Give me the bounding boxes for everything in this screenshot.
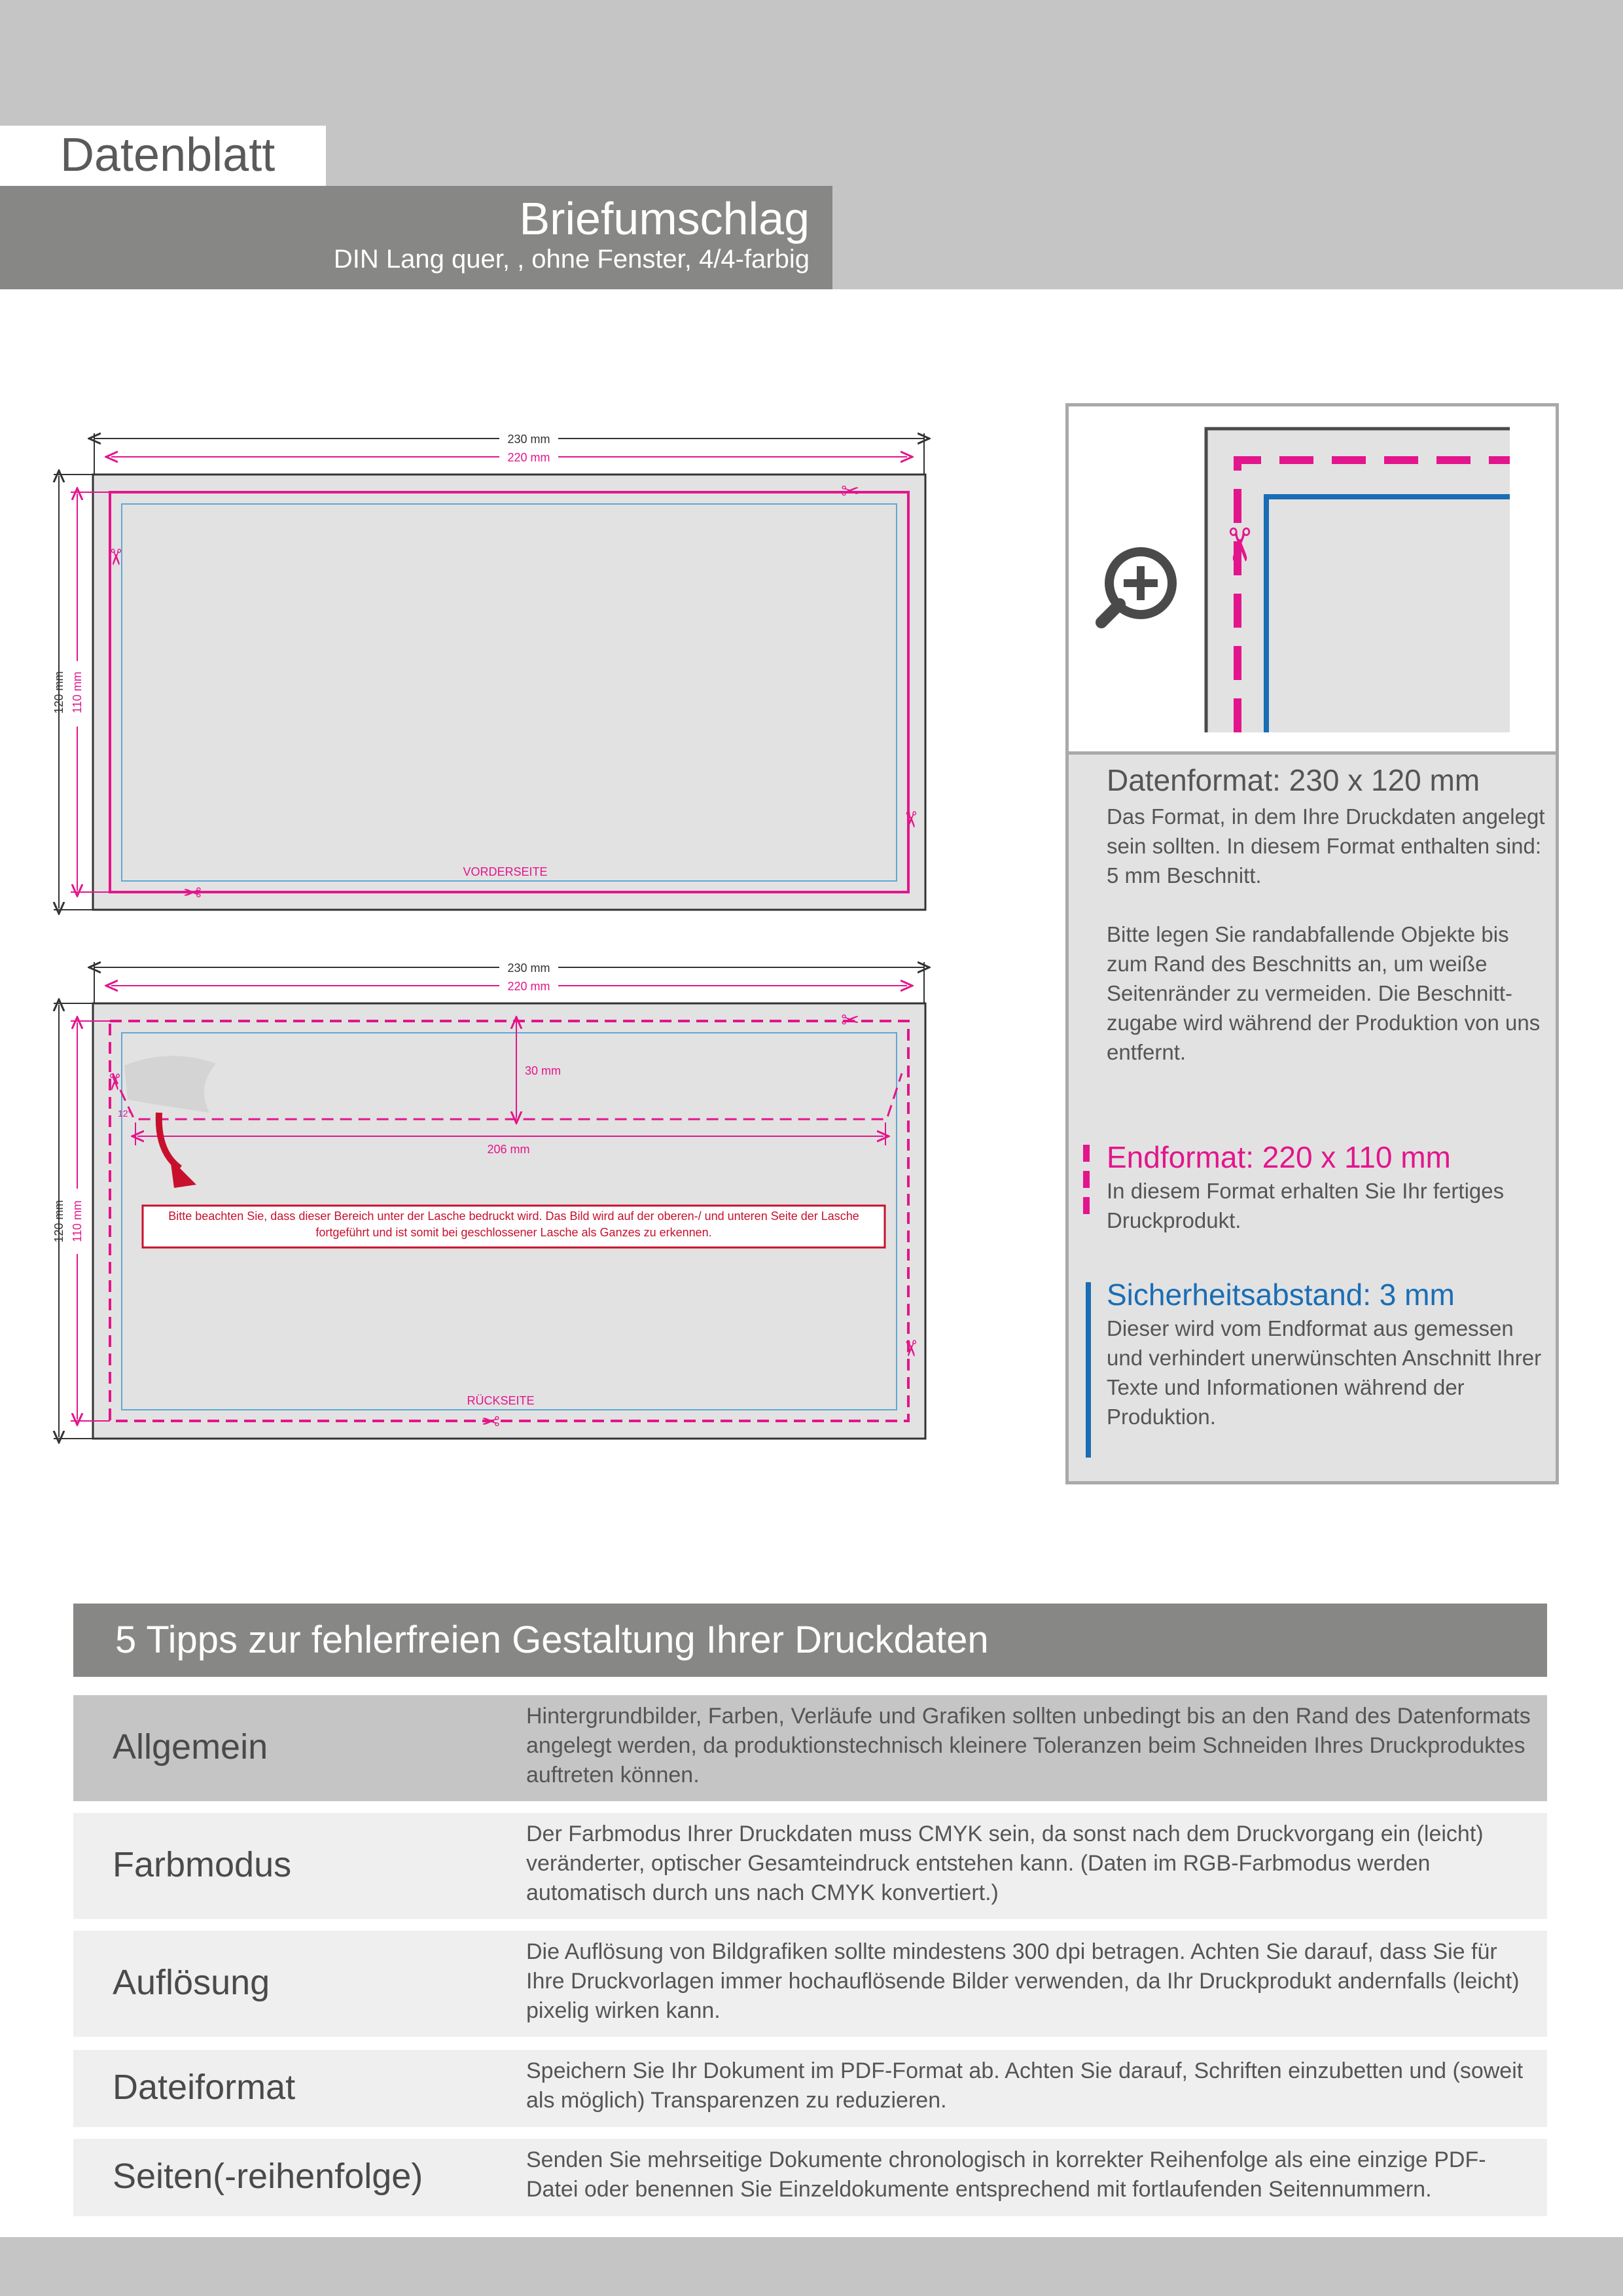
tip-label: Allgemein [113, 1727, 268, 1767]
tip-label: Auflösung [113, 1963, 270, 2002]
scissors-icon: ✂ [183, 879, 202, 904]
safety-marker [1086, 1282, 1091, 1458]
back-view [52, 960, 925, 1439]
tip-text: Senden Sie mehrseitige Dokumente chronologisch in korrekter Reihenfolge als eine einzige PDF-Datei oder benennen Sie Einzeldokumente entsprechend mit fortlaufenden Seitennummern. [526, 2147, 1486, 2202]
data-format-text: Das Format, in dem Ihre Druckdaten angelegt sein sollten. In diesem Format enthalten sind: 5 mm Beschnitt. [1107, 804, 1545, 888]
front-view [52, 431, 925, 910]
data-format-title: Datenformat: 230 x 120 mm [1107, 763, 1480, 797]
tip-label: Farbmodus [113, 1845, 292, 1884]
end-format-marker [1083, 1145, 1090, 1218]
front-width-inner-label: 220 mm [507, 451, 550, 464]
flap-angle-label: 12° [118, 1108, 132, 1119]
front-width-outer-label: 230 mm [507, 433, 550, 446]
flap-depth-label: 30 mm [525, 1064, 562, 1077]
end-format-text: In diesem Format erhalten Sie Ihr fertiges Druckprodukt. [1107, 1179, 1505, 1232]
scissors-icon: ✂ [841, 479, 860, 504]
zoom-magnifier-icon [1101, 552, 1172, 622]
tips-header [73, 1604, 1547, 1677]
front-height-inner-label: 110 mm [71, 672, 84, 713]
datasheet-tab [0, 126, 326, 186]
flap-notice-text: Bitte beachten Sie, dass dieser Bereich unter der Lasche bedruckt wird. Das Bild wird auf der oberen-/ und unteren Seite der Lasche fortgeführt und ist somit bei geschlossener Lasche als Ganzes zu erkennen. [168, 1210, 859, 1239]
bleed-text: Bitte legen Sie randabfallende Objekte bis zum Rand des Beschnitts an, um weiße Seitenränder zu vermeiden. Die Beschnitt-zugabe wird während der Produktion von uns entfernt. [1107, 922, 1541, 1064]
safety-title: Sicherheitsabstand: 3 mm [1107, 1278, 1455, 1312]
back-width-inner-label: 220 mm [507, 980, 550, 993]
footer-band [0, 2237, 1623, 2296]
tip-text: Der Farbmodus Ihrer Druckdaten muss CMYK sein, da sonst nach dem Druckvorgang ein (leicht) veränderter, optischer Gesamteindruck entstehen kann. (Daten im RGB-Farbmodus werden automatisch durch uns nach CMYK konvertiert.) [526, 1821, 1484, 1905]
front-side-label: VORDERSEITE [463, 865, 548, 878]
back-width-outer-label: 230 mm [507, 961, 550, 975]
back-height-inner-label: 110 mm [71, 1200, 84, 1242]
safety-text: Dieser wird vom Endformat aus gemessen und verhindert unerwünschten Anschnitt Ihrer Texte und Informationen während der Produktion. [1107, 1316, 1542, 1429]
tip-text: Speichern Sie Ihr Dokument im PDF-Format ab. Achten Sie darauf, Schriften einzubetten und (soweit als möglich) Transparenzen zu reduzieren. [526, 2058, 1524, 2113]
back-height-outer-label: 120 mm [52, 1200, 65, 1243]
tips-title: 5 Tipps zur fehlerfreien Gestaltung Ihrer Druckdaten [115, 1619, 989, 1661]
tip-row [73, 2050, 1547, 2127]
scissors-icon: ✂ [481, 1408, 500, 1433]
datasheet-label: Datenblatt [60, 129, 276, 181]
back-side-label: RÜCKSEITE [467, 1394, 535, 1407]
format-info-panel [1065, 751, 1559, 1484]
scissors-icon: ✂ [101, 1073, 126, 1092]
scissors-icon: ✂ [1213, 526, 1264, 564]
tip-text: Hintergrundbilder, Farben, Verläufe und Grafiken sollten unbedingt bis an den Rand des Datenformats angelegt werden, da produktionstechnisch kleinere Toleranzen beim Schneiden Ihres Druckproduktes auftreten können. [526, 1704, 1531, 1787]
tip-label: Seiten(-reihenfolge) [113, 2157, 423, 2196]
tip-row [73, 1813, 1547, 1919]
front-height-outer-label: 120 mm [52, 671, 65, 714]
scissors-icon: ✂ [103, 548, 128, 567]
tip-label: Dateiformat [113, 2068, 296, 2107]
front-data-format [93, 475, 925, 910]
tip-row [73, 1931, 1547, 2037]
scissors-icon: ✂ [898, 1339, 923, 1358]
scissors-icon: ✂ [841, 1008, 860, 1033]
tip-row [73, 1695, 1547, 1801]
envelope-diagram [39, 419, 942, 1453]
end-format-title: Endformat: 220 x 110 mm [1107, 1140, 1451, 1174]
zoom-detail-box [1065, 403, 1559, 755]
scissors-icon: ✂ [898, 810, 923, 829]
tip-row [73, 2139, 1547, 2216]
tip-text: Die Auflösung von Bildgrafiken sollte mindestens 300 dpi betragen. Achten Sie darauf, dass Sie für Ihre Druckvorlagen immer hochauflösende Bilder verwenden, da Ihr Druckprodukt andernfalls (leicht) pixelig wirken kann. [526, 1939, 1520, 2023]
product-title: Briefumschlag [519, 193, 810, 244]
product-title-box [0, 186, 832, 289]
flap-width-label: 206 mm [487, 1143, 530, 1156]
product-subtitle: DIN Lang quer, , ohne Fenster, 4/4-farbig [333, 245, 810, 274]
